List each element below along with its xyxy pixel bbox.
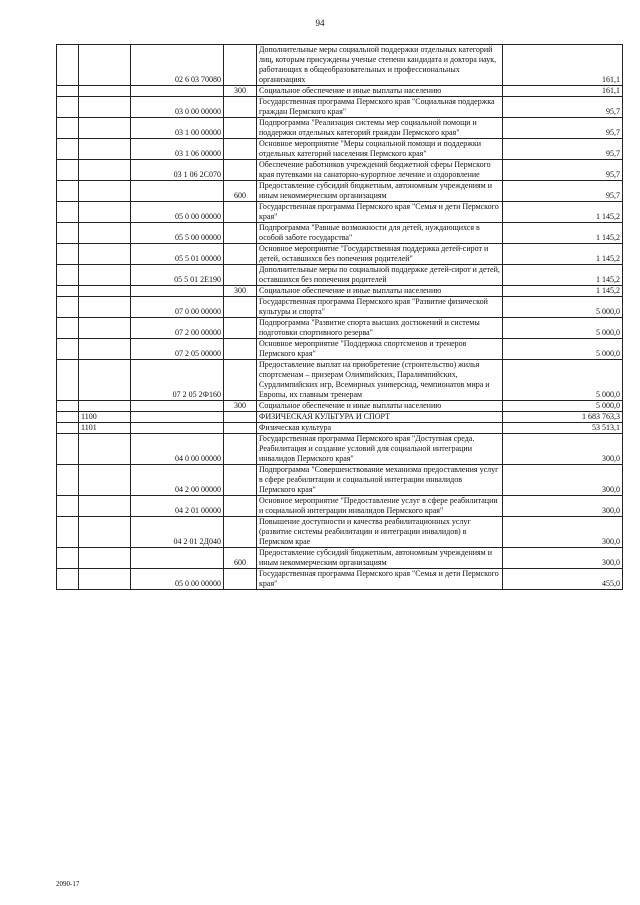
item-name-cell: Государственная программа Пермского края "Развитие физической культуры и спорта" bbox=[257, 297, 503, 318]
table-row bbox=[57, 548, 623, 569]
item-name-cell: Подпрограмма "Развитие спорта высших достижений и системы подготовки спортивного резерва" bbox=[257, 318, 503, 339]
item-name-cell: Подпрограмма "Равные возможности для детей, нуждающихся в особой заботе государства" bbox=[257, 223, 503, 244]
section-cell bbox=[57, 423, 79, 434]
subsection-cell bbox=[79, 401, 131, 412]
section-cell bbox=[57, 286, 79, 297]
amount-cell: 95,7 bbox=[503, 160, 623, 181]
section-cell bbox=[57, 318, 79, 339]
target-article-code-cell bbox=[131, 286, 224, 297]
target-article-code-cell bbox=[131, 548, 224, 569]
expense-type-code-cell bbox=[224, 97, 257, 118]
subsection-cell bbox=[79, 360, 131, 401]
table-row bbox=[57, 244, 623, 265]
section-cell bbox=[57, 45, 79, 86]
amount-cell: 300,0 bbox=[503, 434, 623, 465]
section-cell bbox=[57, 339, 79, 360]
table-row bbox=[57, 223, 623, 244]
section-cell bbox=[57, 160, 79, 181]
section-cell bbox=[57, 548, 79, 569]
item-name-cell: Социальное обеспечение и иные выплаты населению bbox=[257, 286, 503, 297]
amount-cell: 1 145,2 bbox=[503, 286, 623, 297]
item-name-cell: ФИЗИЧЕСКАЯ КУЛЬТУРА И СПОРТ bbox=[257, 412, 503, 423]
section-cell bbox=[57, 97, 79, 118]
expense-type-code-cell: 300 bbox=[224, 401, 257, 412]
table-row bbox=[57, 465, 623, 496]
subsection-cell bbox=[79, 465, 131, 496]
expense-type-code-cell bbox=[224, 465, 257, 496]
expense-type-code-cell bbox=[224, 517, 257, 548]
expense-type-code-cell: 600 bbox=[224, 181, 257, 202]
expense-type-code-cell bbox=[224, 434, 257, 465]
item-name-cell: Социальное обеспечение и иные выплаты населению bbox=[257, 401, 503, 412]
amount-cell: 1 683 763,3 bbox=[503, 412, 623, 423]
item-name-cell: Основное мероприятие "Поддержка спортсменов и тренеров Пермского края" bbox=[257, 339, 503, 360]
table-row bbox=[57, 569, 623, 590]
section-cell bbox=[57, 244, 79, 265]
section-cell bbox=[57, 465, 79, 496]
subsection-cell: 1100 bbox=[79, 412, 131, 423]
section-cell bbox=[57, 297, 79, 318]
item-name-cell: Физическая культура bbox=[257, 423, 503, 434]
expense-type-code-cell bbox=[224, 318, 257, 339]
item-name-cell: Обеспечение работников учреждений бюджетной сферы Пермского края путевками на санаторно-курортное лечение и оздоровление bbox=[257, 160, 503, 181]
amount-cell: 5 000,0 bbox=[503, 401, 623, 412]
expense-type-code-cell: 300 bbox=[224, 86, 257, 97]
target-article-code-cell: 05 0 00 00000 bbox=[131, 569, 224, 590]
target-article-code-cell: 05 5 01 2Е190 bbox=[131, 265, 224, 286]
amount-cell: 53 513,1 bbox=[503, 423, 623, 434]
expense-type-code-cell bbox=[224, 45, 257, 86]
amount-cell: 300,0 bbox=[503, 496, 623, 517]
table-row bbox=[57, 360, 623, 401]
section-cell bbox=[57, 139, 79, 160]
expense-type-code-cell: 300 bbox=[224, 286, 257, 297]
amount-cell: 1 145,2 bbox=[503, 265, 623, 286]
target-article-code-cell: 07 2 05 00000 bbox=[131, 339, 224, 360]
amount-cell: 95,7 bbox=[503, 118, 623, 139]
target-article-code-cell: 05 5 01 00000 bbox=[131, 244, 224, 265]
item-name-cell: Государственная программа Пермского края "Семья и дети Пермского края" bbox=[257, 202, 503, 223]
target-article-code-cell: 02 6 03 70080 bbox=[131, 45, 224, 86]
amount-cell: 95,7 bbox=[503, 97, 623, 118]
amount-cell: 300,0 bbox=[503, 517, 623, 548]
subsection-cell: 1101 bbox=[79, 423, 131, 434]
amount-cell: 300,0 bbox=[503, 465, 623, 496]
target-article-code-cell: 04 2 01 2Д040 bbox=[131, 517, 224, 548]
target-article-code-cell bbox=[131, 401, 224, 412]
amount-cell: 161,1 bbox=[503, 45, 623, 86]
table-row bbox=[57, 202, 623, 223]
expense-type-code-cell bbox=[224, 118, 257, 139]
amount-cell: 1 145,2 bbox=[503, 244, 623, 265]
table-row bbox=[57, 286, 623, 297]
expense-type-code-cell: 600 bbox=[224, 548, 257, 569]
budget-table-body bbox=[57, 45, 623, 590]
subsection-cell bbox=[79, 569, 131, 590]
item-name-cell: Государственная программа Пермского края "Социальная поддержка граждан Пермского края" bbox=[257, 97, 503, 118]
section-cell bbox=[57, 202, 79, 223]
subsection-cell bbox=[79, 244, 131, 265]
target-article-code-cell: 07 2 00 00000 bbox=[131, 318, 224, 339]
section-cell bbox=[57, 412, 79, 423]
subsection-cell bbox=[79, 318, 131, 339]
page-number: 94 bbox=[315, 18, 325, 28]
amount-cell: 455,0 bbox=[503, 569, 623, 590]
section-cell bbox=[57, 517, 79, 548]
subsection-cell bbox=[79, 181, 131, 202]
table-row bbox=[57, 86, 623, 97]
subsection-cell bbox=[79, 223, 131, 244]
amount-cell: 95,7 bbox=[503, 181, 623, 202]
table-row bbox=[57, 139, 623, 160]
expense-type-code-cell bbox=[224, 412, 257, 423]
amount-cell: 1 145,2 bbox=[503, 223, 623, 244]
expense-type-code-cell bbox=[224, 569, 257, 590]
item-name-cell: Дополнительные меры социальной поддержки отдельных категорий лиц, которым присуждены ученые степени кандидата и доктора наук, работающих в общеобразовательных и профессиональных организациях bbox=[257, 45, 503, 86]
expense-type-code-cell bbox=[224, 244, 257, 265]
section-cell bbox=[57, 401, 79, 412]
subsection-cell bbox=[79, 297, 131, 318]
subsection-cell bbox=[79, 97, 131, 118]
amount-cell: 1 145,2 bbox=[503, 202, 623, 223]
subsection-cell bbox=[79, 118, 131, 139]
subsection-cell bbox=[79, 339, 131, 360]
table-row bbox=[57, 160, 623, 181]
amount-cell: 300,0 bbox=[503, 548, 623, 569]
subsection-cell bbox=[79, 86, 131, 97]
subsection-cell bbox=[79, 286, 131, 297]
expense-type-code-cell bbox=[224, 297, 257, 318]
table-row bbox=[57, 423, 623, 434]
subsection-cell bbox=[79, 434, 131, 465]
subsection-cell bbox=[79, 517, 131, 548]
table-row bbox=[57, 496, 623, 517]
target-article-code-cell: 07 0 00 00000 bbox=[131, 297, 224, 318]
section-cell bbox=[57, 496, 79, 517]
table-row bbox=[57, 45, 623, 86]
section-cell bbox=[57, 265, 79, 286]
item-name-cell: Государственная программа Пермского края "Семья и дети Пермского края" bbox=[257, 569, 503, 590]
section-cell bbox=[57, 223, 79, 244]
subsection-cell bbox=[79, 496, 131, 517]
expense-type-code-cell bbox=[224, 360, 257, 401]
amount-cell: 161,1 bbox=[503, 86, 623, 97]
target-article-code-cell: 03 0 00 00000 bbox=[131, 97, 224, 118]
table-row bbox=[57, 97, 623, 118]
expense-type-code-cell bbox=[224, 496, 257, 517]
item-name-cell: Предоставление субсидий бюджетным, автономным учреждениям и иным некоммерческим организациям bbox=[257, 181, 503, 202]
item-name-cell: Основное мероприятие "Государственная поддержка детей-сирот и детей, оставшихся без попечения родителей" bbox=[257, 244, 503, 265]
section-cell bbox=[57, 569, 79, 590]
target-article-code-cell bbox=[131, 86, 224, 97]
table-row bbox=[57, 181, 623, 202]
amount-cell: 5 000,0 bbox=[503, 339, 623, 360]
table-row bbox=[57, 297, 623, 318]
item-name-cell: Основное мероприятие "Предоставление услуг в сфере реабилитации и социальной интеграции инвалидов Пермского края" bbox=[257, 496, 503, 517]
table-row bbox=[57, 517, 623, 548]
section-cell bbox=[57, 434, 79, 465]
target-article-code-cell: 03 1 06 2С070 bbox=[131, 160, 224, 181]
item-name-cell: Основное мероприятие "Меры социальной помощи и поддержки отдельных категорий населения Пермского края" bbox=[257, 139, 503, 160]
table-row bbox=[57, 318, 623, 339]
item-name-cell: Социальное обеспечение и иные выплаты населению bbox=[257, 86, 503, 97]
amount-cell: 5 000,0 bbox=[503, 318, 623, 339]
target-article-code-cell: 05 5 00 00000 bbox=[131, 223, 224, 244]
expense-type-code-cell bbox=[224, 339, 257, 360]
amount-cell: 5 000,0 bbox=[503, 297, 623, 318]
amount-cell: 95,7 bbox=[503, 139, 623, 160]
subsection-cell bbox=[79, 548, 131, 569]
section-cell bbox=[57, 360, 79, 401]
expense-type-code-cell bbox=[224, 223, 257, 244]
subsection-cell bbox=[79, 139, 131, 160]
target-article-code-cell: 04 2 01 00000 bbox=[131, 496, 224, 517]
item-name-cell: Государственная программа Пермского края "Доступная среда. Реабилитация и создание условий для социальной интеграции инвалидов Пермского края" bbox=[257, 434, 503, 465]
expense-type-code-cell bbox=[224, 160, 257, 181]
target-article-code-cell: 05 0 00 00000 bbox=[131, 202, 224, 223]
target-article-code-cell: 04 2 00 00000 bbox=[131, 465, 224, 496]
target-article-code-cell: 03 1 06 00000 bbox=[131, 139, 224, 160]
table-row bbox=[57, 434, 623, 465]
table-row bbox=[57, 401, 623, 412]
target-article-code-cell bbox=[131, 423, 224, 434]
amount-cell: 5 000,0 bbox=[503, 360, 623, 401]
expense-type-code-cell bbox=[224, 202, 257, 223]
item-name-cell: Предоставление выплат на приобретение (строительство) жилья спортсменам – призерам Олимпийских, Паралимпийских, Сурдлимпийских игр, Всемирных универсиад, чемпионатов мира и Европы, их главным тренерам bbox=[257, 360, 503, 401]
expense-type-code-cell bbox=[224, 139, 257, 160]
subsection-cell bbox=[79, 160, 131, 181]
table-row bbox=[57, 265, 623, 286]
item-name-cell: Подпрограмма "Реализация системы мер социальной помощи и поддержки отдельных категорий граждан Пермского края" bbox=[257, 118, 503, 139]
expense-type-code-cell bbox=[224, 423, 257, 434]
target-article-code-cell: 07 2 05 2Ф160 bbox=[131, 360, 224, 401]
item-name-cell: Повышение доступности и качества реабилитационных услуг (развитие системы реабилитации и интеграции инвалидов) в Пермском крае bbox=[257, 517, 503, 548]
item-name-cell: Дополнительные меры по социальной поддержке детей-сирот и детей, оставшихся без попечения родителей bbox=[257, 265, 503, 286]
section-cell bbox=[57, 118, 79, 139]
budget-table bbox=[56, 44, 623, 590]
section-cell bbox=[57, 181, 79, 202]
subsection-cell bbox=[79, 45, 131, 86]
footer-code: 2090-17 bbox=[56, 880, 80, 888]
item-name-cell: Подпрограмма "Совершенствование механизма предоставления услуг в сфере реабилитации и социальной интеграции инвалидов Пермского края" bbox=[257, 465, 503, 496]
subsection-cell bbox=[79, 265, 131, 286]
item-name-cell: Предоставление субсидий бюджетным, автономным учреждениям и иным некоммерческим организациям bbox=[257, 548, 503, 569]
target-article-code-cell bbox=[131, 181, 224, 202]
expense-type-code-cell bbox=[224, 265, 257, 286]
table-row bbox=[57, 339, 623, 360]
target-article-code-cell: 04 0 00 00000 bbox=[131, 434, 224, 465]
table-row bbox=[57, 412, 623, 423]
section-cell bbox=[57, 86, 79, 97]
table-row bbox=[57, 118, 623, 139]
target-article-code-cell bbox=[131, 412, 224, 423]
target-article-code-cell: 03 1 00 00000 bbox=[131, 118, 224, 139]
subsection-cell bbox=[79, 202, 131, 223]
